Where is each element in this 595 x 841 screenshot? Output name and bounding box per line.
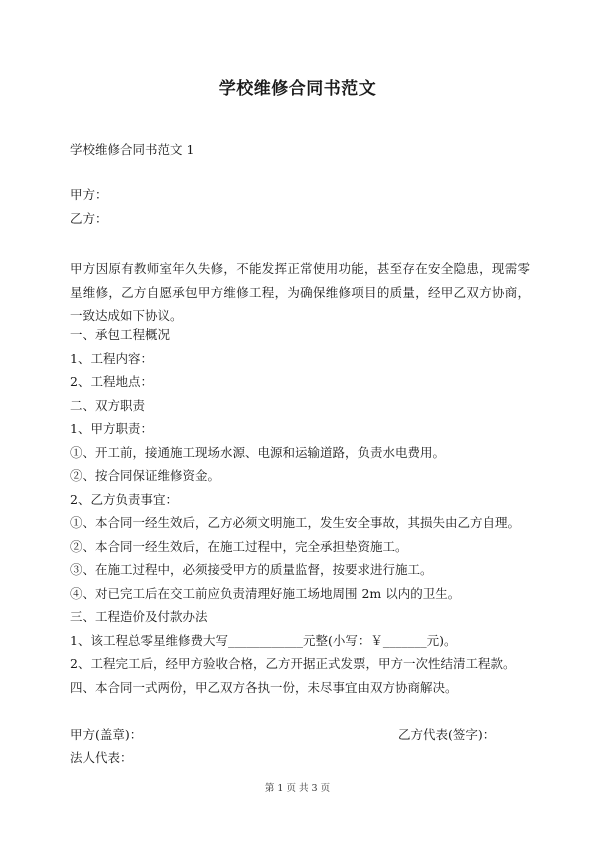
clause-line: 四、本合同一式两份，甲乙双方各执一份，未尽事宜由双方协商解决。 — [70, 680, 458, 695]
clause-line: ③、在施工过程中，必须接受甲方的质量监督，按要求进行施工。 — [70, 562, 433, 577]
clause-line: ①、本合同一经生效后，乙方必须文明施工，发生安全事故，其损失由乙方自理。 — [70, 515, 521, 530]
clause-line: 三、工程造价及付款办法 — [70, 609, 208, 624]
party-b-label: 乙方： — [70, 211, 108, 226]
clause-line: 一、承包工程概况 — [70, 327, 171, 342]
clause-line: 1、该工程总零星维修费大写____________元整(小写：￥_______元)。 — [70, 633, 457, 648]
sign-party-b: 乙方代表(签字)： — [398, 727, 496, 742]
clause-line: 二、双方职责 — [70, 398, 146, 413]
clause-line: ①、开工前，接通施工现场水源、电源和运输道路，负责水电费用。 — [70, 445, 446, 460]
clause-line: 2、工程地点： — [70, 374, 153, 389]
document-title: 学校维修合同书范文 — [218, 79, 377, 99]
clause-line: ②、本合同一经生效后，在施工过程中，完全承担垫资施工。 — [70, 539, 408, 554]
clause-line: 1、工程内容： — [70, 351, 153, 366]
sign-party-a: 甲方(盖章)： — [70, 727, 143, 742]
intro-paragraph: 甲方因原有教师室年久失修，不能发挥正常使用功能，甚至存在安全隐患，现需零星维修，乙方自愿承包甲方维修工程，为确保维修项目的质量，经甲乙双方协商，一致达成如下协议。 — [70, 261, 530, 323]
party-a-label: 甲方： — [70, 187, 108, 202]
clause-line: ②、按合同保证维修资金。 — [70, 468, 221, 483]
document-subtitle: 学校维修合同书范文 1 — [70, 142, 195, 157]
legal-representative: 法人代表： — [70, 750, 133, 765]
page-number: 第 1 页 共 3 页 — [264, 783, 331, 794]
clause-line: 1、甲方职责： — [70, 421, 153, 436]
clause-line: 2、乙方负责事宜： — [70, 492, 178, 507]
clause-line: ④、对已完工后在交工前应负责清理好施工场地周围 2m 以内的卫生。 — [70, 586, 461, 601]
clause-line: 2、工程完工后，经甲方验收合格，乙方开据正式发票，甲方一次性结清工程款。 — [70, 656, 516, 671]
